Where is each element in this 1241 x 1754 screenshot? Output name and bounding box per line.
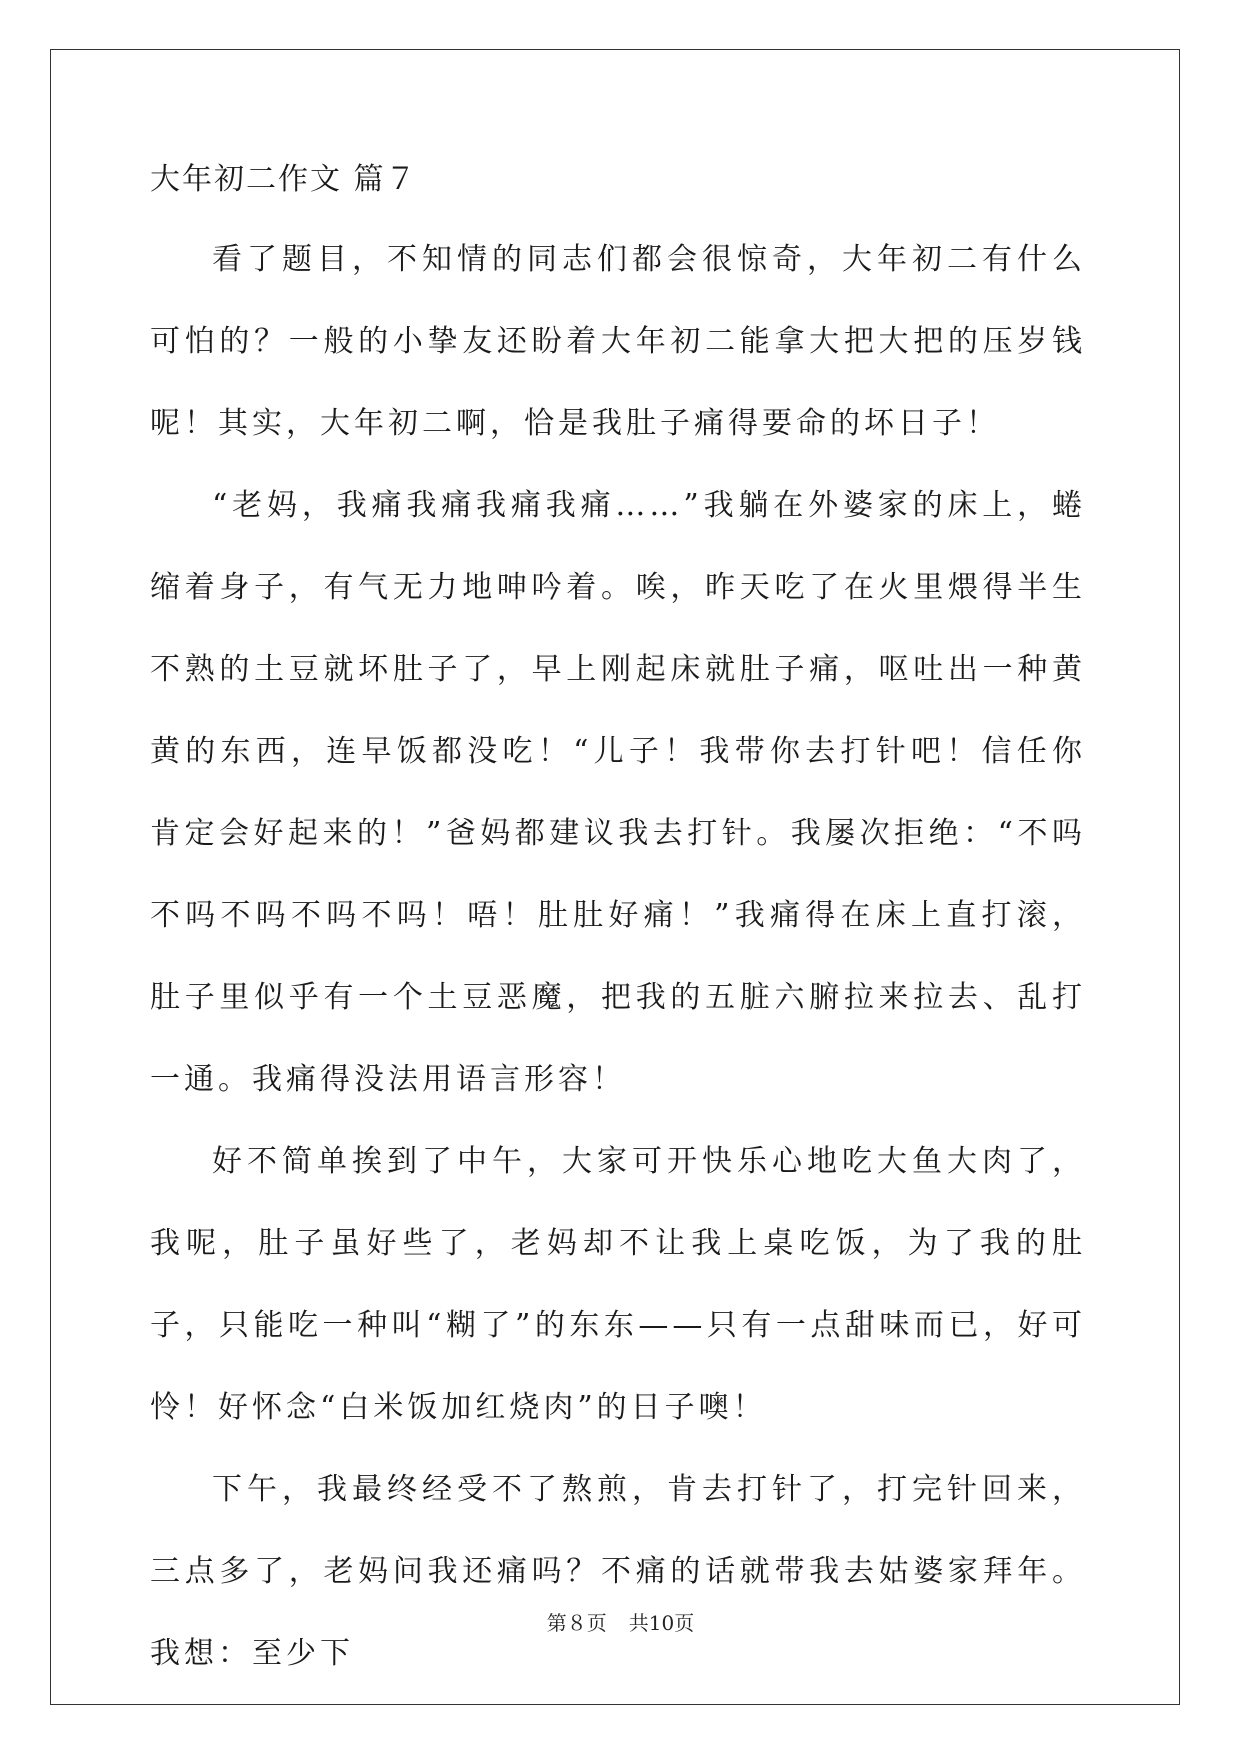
paragraph-2: “老妈，我痛我痛我痛我痛……”我躺在外婆家的床上，蜷缩着身子，有气无力地呻吟着。唉，昨天吃了在火里煨得半生不熟的土豆就坏肚子了，早上刚起床就肚子痛，呕吐出一种黄黄的东西，连早饭都没吃！“儿子！我带你去打针吧！信任你肯定会好起来的！”爸妈都建议我去打针。我屡次拒绝：“不吗不吗不吗不吗不吗！唔！肚肚好痛！”我痛得在床上直打滚，肚子里似乎有一个土豆恶魔，把我的五脏六腑拉来拉去、乱打一通。我痛得没法用语言形容！ <box>150 488 1086 1097</box>
page-number: 第８页 <box>546 1611 607 1635</box>
document-body <box>150 160 1086 1695</box>
essay-title: 大年初二作文 篇７ <box>150 162 418 197</box>
paragraph-1: 看了题目，不知情的同志们都会很惊奇，大年初二有什么可怕的？一般的小挚友还盼着大年初二能拿大把大把的压岁钱呢！其实，大年初二啊，恰是我肚子痛得要命的坏日子！ <box>150 242 1086 441</box>
page-total: 共10页 <box>628 1611 695 1635</box>
paragraph-3: 好不简单挨到了中午，大家可开快乐心地吃大鱼大肉了，我呢，肚子虽好些了，老妈却不让我上桌吃饭，为了我的肚子，只能吃一种叫“糊了”的东东——只有一点甜味而已，好可怜！好怀念“白米饭加红烧肉”的日子噢！ <box>150 1144 1086 1425</box>
page-footer <box>0 1610 1241 1636</box>
paragraph-4: 下午，我最终经受不了熬煎，肯去打针了，打完针回来，三点多了，老妈问我还痛吗？不痛的话就带我去姑婆家拜年。我想：至少下 <box>150 1472 1086 1671</box>
